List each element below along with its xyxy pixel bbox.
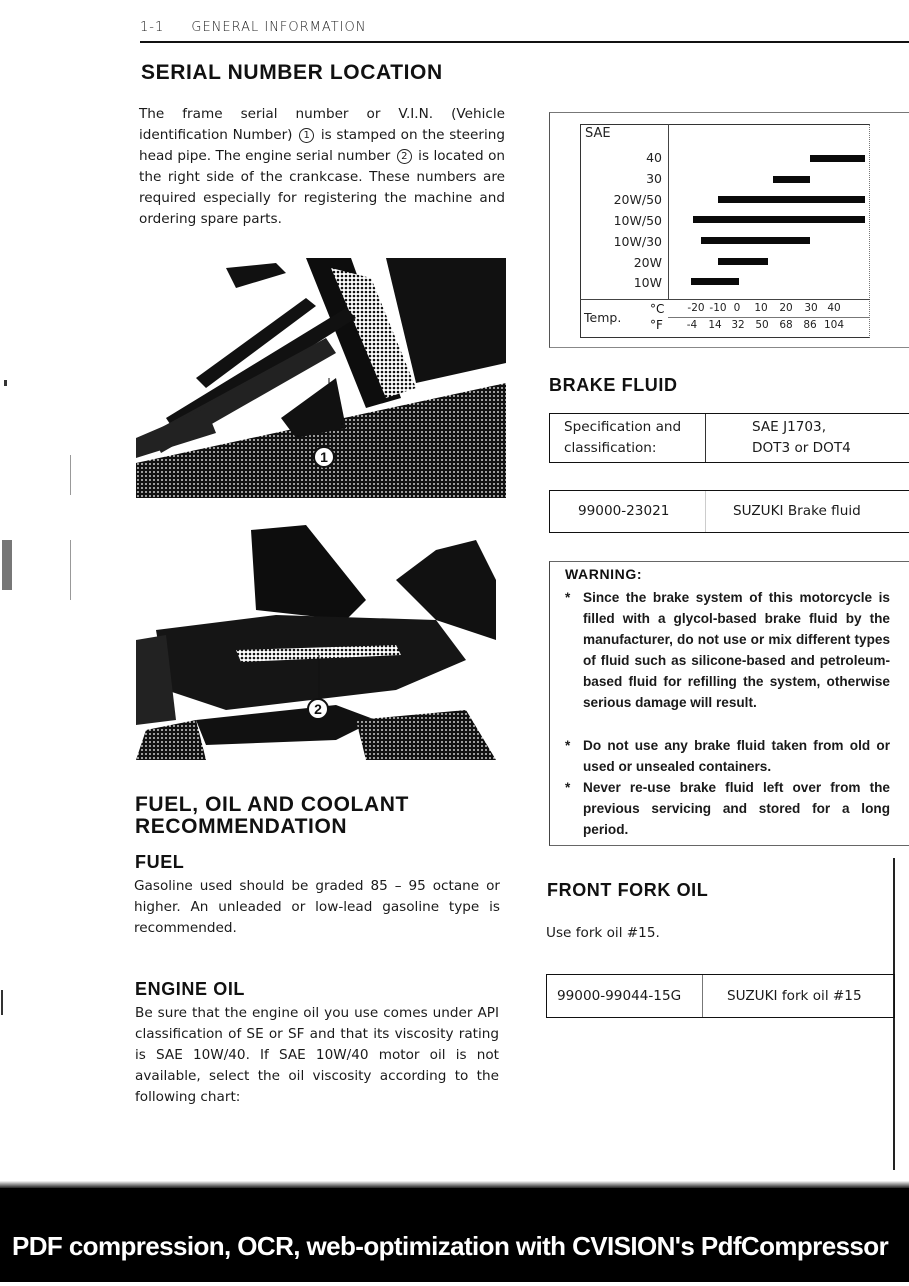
warning-item-1 xyxy=(565,587,890,713)
photo-crankcase xyxy=(136,520,506,760)
page-number: 1-1 xyxy=(140,20,165,35)
spec-label-line2: classification: xyxy=(564,440,657,456)
running-header xyxy=(140,20,367,35)
y-label-20w50: 20W/50 xyxy=(613,192,662,207)
photo-callout-2: 2 xyxy=(307,698,329,720)
brake-part-table xyxy=(549,490,909,533)
header-rule xyxy=(140,41,909,43)
scan-artifact xyxy=(0,1170,909,1188)
bullet-asterisk: * xyxy=(565,780,571,795)
tick-f: 32 xyxy=(731,319,745,331)
fuel-oil-coolant-title xyxy=(135,794,409,838)
y-axis xyxy=(668,124,669,300)
title-line-1: FUEL, OIL AND COOLANT xyxy=(135,793,409,816)
tick-f: -4 xyxy=(686,319,698,331)
tick-f: 104 xyxy=(823,319,845,331)
callout-2-inline: 2 xyxy=(397,149,412,164)
temp-axis-line xyxy=(580,299,870,300)
sae-axis-title: SAE xyxy=(585,126,611,141)
bullet-asterisk: * xyxy=(565,590,571,605)
warning-text: Never re-use brake fluid left over from the previous servicing and stored for a long period. xyxy=(583,780,890,837)
tick-c: 40 xyxy=(827,302,841,314)
footer-banner-text: PDF compression, OCR, web-optimization with CVISION's PdfCompressor xyxy=(12,1231,889,1261)
tick-f: 86 xyxy=(803,319,817,331)
bar-40 xyxy=(810,155,866,162)
brake-fluid-title: BRAKE FLUID xyxy=(549,375,678,395)
bar-10w50 xyxy=(693,216,865,223)
temp-axis-divider xyxy=(668,317,870,318)
engine-oil-text: Be sure that the engine oil you use comes under API classification of SE or SF and that its viscosity rating is SAE 10W/40. If SAE 10W/40 motor oil is not available, select the oil viscosity according to the following chart: xyxy=(135,1005,499,1105)
fuel-title: FUEL xyxy=(135,852,185,872)
bar-20w50 xyxy=(718,196,866,203)
y-label-10w: 10W xyxy=(633,275,662,290)
y-label-10w50: 10W/50 xyxy=(613,213,662,228)
tick-c: 0 xyxy=(733,302,741,314)
spec-value-line1: SAE J1703, xyxy=(752,419,827,435)
y-label-20w: 20W xyxy=(633,255,662,270)
bar-30 xyxy=(773,176,809,183)
front-fork-oil-title: FRONT FORK OIL xyxy=(547,880,709,900)
spec-label-cell xyxy=(550,414,705,462)
brake-part-number: 99000-23021 xyxy=(578,503,670,519)
spec-value-cell xyxy=(706,414,909,462)
y-label-30: 30 xyxy=(646,171,662,186)
scan-artifact xyxy=(2,540,12,590)
para-text-2: is stamped on the steering head pipe. The engine serial number xyxy=(139,127,505,164)
engine-oil-title: ENGINE OIL xyxy=(135,979,246,999)
scan-artifact xyxy=(1,990,3,1015)
spec-value-line2: DOT3 or DOT4 xyxy=(752,440,851,456)
bar-20w xyxy=(718,258,769,265)
para-text-1: The frame serial number or V.I.N. (Vehicle identification Number) xyxy=(139,106,505,143)
section-title: GENERAL INFORMATION xyxy=(191,20,367,35)
bar-10w30 xyxy=(701,237,810,244)
brake-part-name: SUZUKI Brake fluid xyxy=(733,503,861,519)
fork-oil-part-number: 99000-99044-15G xyxy=(557,988,682,1004)
warning-title: WARNING: xyxy=(565,566,643,582)
page-edge-line xyxy=(893,858,895,1188)
warning-text: Since the brake system of this motorcycle is filled with a glycol-based brake fluid by the manufacturer, do not use or mix different types of fluid such as silicone-based and petroleum-based fluid for refilling the system, otherwise serious damage will result. xyxy=(583,590,890,710)
unit-celsius: °C xyxy=(650,302,665,316)
tick-c: -20 xyxy=(687,302,705,314)
tick-c: 30 xyxy=(804,302,818,314)
bullet-asterisk: * xyxy=(565,738,571,753)
temp-label: Temp. xyxy=(584,310,622,325)
tick-f: 68 xyxy=(779,319,793,331)
scan-artifact xyxy=(4,380,7,386)
scan-artifact xyxy=(70,455,71,495)
tick-c: -10 xyxy=(709,302,727,314)
warning-item-2 xyxy=(565,735,890,777)
para-text-3: is located on the right side of the crankcase. These numbers are required especially for registering the machine and ordering spare parts. xyxy=(139,148,506,227)
spec-label-line1: Specification and xyxy=(564,419,682,435)
unit-fahrenheit: °F xyxy=(650,318,663,332)
serial-number-title: SERIAL NUMBER LOCATION xyxy=(141,61,443,84)
fork-oil-table xyxy=(546,974,895,1018)
fork-oil-text: Use fork oil #15. xyxy=(546,925,660,941)
fork-oil-part-name: SUZUKI fork oil #15 xyxy=(727,988,862,1004)
scan-artifact xyxy=(70,540,71,600)
y-label-40: 40 xyxy=(646,150,662,165)
photo-steering-head xyxy=(136,258,506,498)
photo-callout-1: 1 xyxy=(313,446,335,468)
y-label-10w30: 10W/30 xyxy=(613,234,662,249)
warning-text: Do not use any brake fluid taken from old or used or unsealed containers. xyxy=(583,738,890,774)
callout-1-inline: 1 xyxy=(299,128,314,143)
title-line-2: RECOMMENDATION xyxy=(135,815,348,838)
tick-f: 14 xyxy=(708,319,722,331)
tick-c: 10 xyxy=(754,302,768,314)
tick-c: 20 xyxy=(779,302,793,314)
warning-item-3 xyxy=(565,777,890,840)
tick-f: 50 xyxy=(755,319,769,331)
brake-spec-table xyxy=(549,413,909,463)
fuel-text: Gasoline used should be graded 85 – 95 octane or higher. An unleaded or low-lead gasoline type is recommended. xyxy=(134,878,500,936)
serial-number-paragraph xyxy=(139,104,505,230)
bar-10w xyxy=(691,278,739,285)
